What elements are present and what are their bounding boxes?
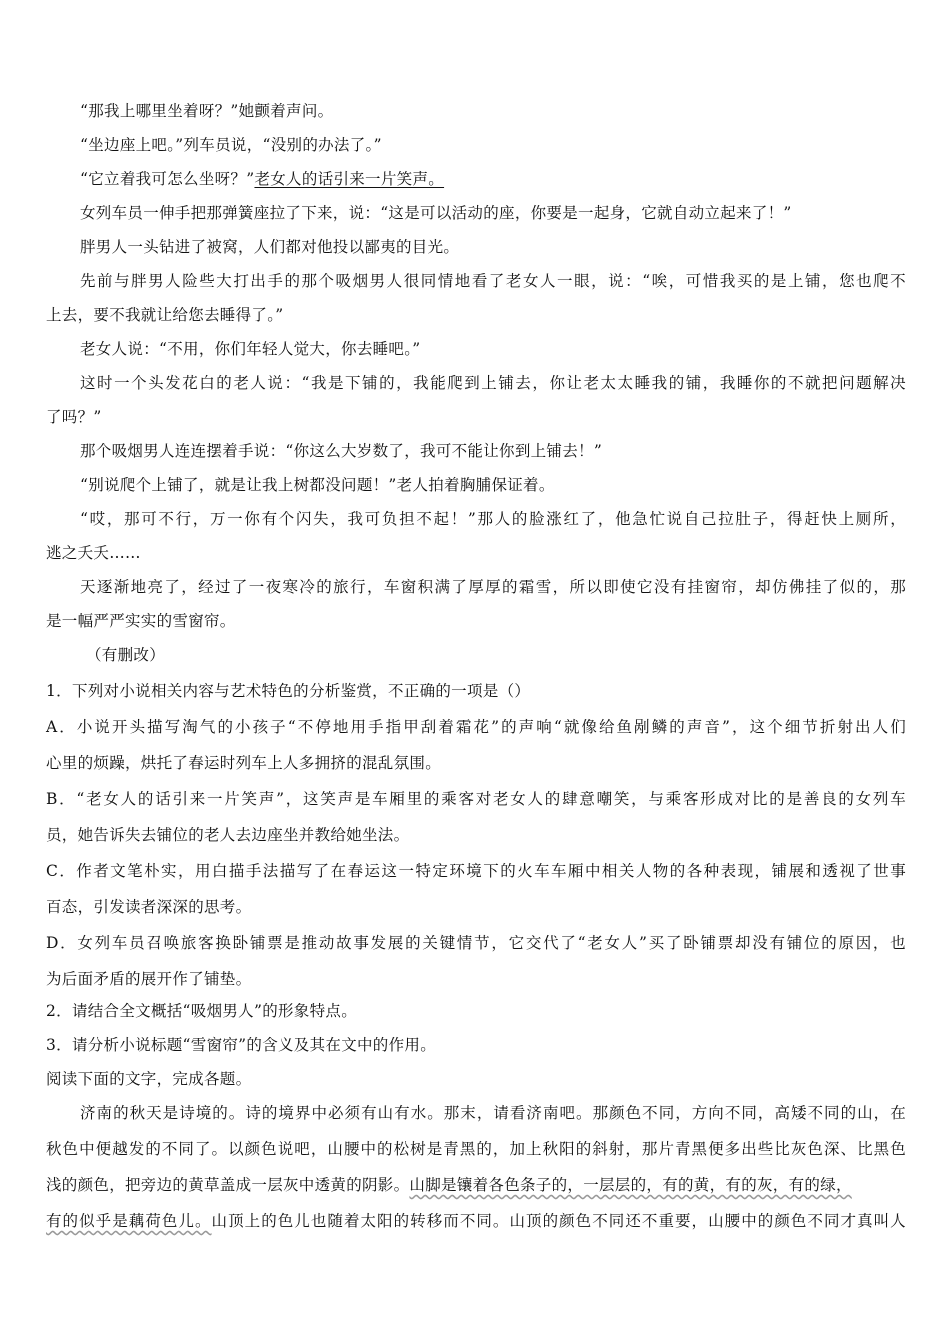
question-2: 2．请结合全文概括“吸烟男人”的形象特点。 [46, 1002, 358, 1020]
passage-text: 山顶上的色儿也随着太阳的转移而不同。山顶的颜色不同还不重要，山腰中的颜色不同才真叫人 [211, 1212, 906, 1230]
passage-line: 济南的秋天是诗境的。诗的境界中必须有山有水。那末，请看济南吧。那颜色不同，方向不同，高矮不同的山，在 [80, 1104, 906, 1122]
question-3: 3．请分析小说标题“雪窗帘”的含义及其在文中的作用。 [46, 1036, 437, 1054]
story-line: 逃之夭夭…… [46, 544, 141, 562]
story-line: 上去，要不我就让给您去睡得了。” [46, 306, 284, 324]
wavy-underlined-sentence: 有的似乎是藕荷色儿。 [46, 1212, 212, 1230]
story-line: 胖男人一头钻进了被窝，人们都对他投以鄙夷的目光。 [80, 238, 460, 256]
passage-line [46, 1174, 906, 1196]
story-line: “那我上哪里坐着呀？”她颤着声问。 [80, 102, 334, 120]
option-c: C．作者文笔朴实，用白描手法描写了在春运这一特定环境下的火车车厢中相关人物的各种表现，铺展和透视了世事 [46, 862, 906, 880]
story-line: “坐边座上吧。”列车员说，“没别的办法了。” [80, 136, 382, 154]
story-line: 这时一个头发花白的老人说：“我是下铺的，我能爬到上铺去，你让老太太睡我的铺，我睡你的不就把问题解决 [80, 374, 906, 392]
story-line: “别说爬个上铺了，就是让我上树都没问题！”老人拍着胸脯保证着。 [80, 476, 555, 494]
story-line: 是一幅严严实实的雪窗帘。 [46, 612, 236, 630]
passage-text: 浅的颜色，把旁边的黄草盖成一层灰中透黄的阴影。 [46, 1176, 410, 1194]
passage-line [46, 1210, 906, 1232]
option-b: B．“老女人的话引来一片笑声”，这笑声是车厢里的乘客对老女人的肆意嘲笑，与乘客形成对比的是善良的女列车 [46, 790, 906, 808]
option-d-cont: 为后面矛盾的展开作了铺垫。 [46, 970, 252, 988]
story-text: “它立着我可怎么坐呀？” [80, 170, 255, 188]
wavy-underlined-sentence: 山脚是镶着各色条子的，一层层的，有的黄，有的灰，有的绿， [409, 1176, 852, 1194]
story-line: 老女人说：“不用，你们年轻人觉大，你去睡吧。” [80, 340, 421, 358]
story-line [80, 168, 906, 190]
edit-note: （有删改） [86, 646, 166, 664]
story-line: 天逐渐地亮了，经过了一夜寒冷的旅行，车窗积满了厚厚的霜雪，所以即使它没有挂窗帘，却仿佛挂了似的，那 [80, 578, 906, 596]
story-line: 女列车员一伸手把那弹簧座拉了下来，说：“这是可以活动的座，你要是一起身，它就自动立起来了！” [80, 204, 792, 222]
story-line: 先前与胖男人险些大打出手的那个吸烟男人很同情地看了老女人一眼，说：“唉，可惜我买的是上铺，您也爬不 [80, 272, 906, 290]
story-line: “哎，那可不行，万一你有个闪失，我可负担不起！”那人的脸涨红了，他急忙说自己拉肚子，得赶快上厕所， [80, 510, 906, 528]
reading-instruction: 阅读下面的文字，完成各题。 [46, 1070, 252, 1088]
story-line: 那个吸烟男人连连摆着手说：“你这么大岁数了，我可不能让你到上铺去！” [80, 442, 603, 460]
story-line: 了吗？” [46, 408, 102, 426]
option-a-cont: 心里的烦躁，烘托了春运时列车上人多拥挤的混乱氛围。 [46, 754, 442, 772]
option-c-cont: 百态，引发读者深深的思考。 [46, 898, 252, 916]
question-1: 1．下列对小说相关内容与艺术特色的分析鉴赏，不正确的一项是（） [46, 682, 531, 700]
option-d: D．女列车员召唤旅客换卧铺票是推动故事发展的关键情节，它交代了“老女人”买了卧铺票却没有铺位的原因，也 [46, 934, 906, 952]
underlined-sentence: 老女人的话引来一片笑声。 [254, 170, 445, 188]
option-b-cont: 员，她告诉失去铺位的老人去边座坐并教给她坐法。 [46, 826, 410, 844]
option-a: A．小说开头描写淘气的小孩子“不停地用手指甲刮着霜花”的声响“就像给鱼剐鳞的声音”，这个细节折射出人们 [46, 718, 906, 736]
passage-line: 秋色中便越发的不同了。以颜色说吧，山腰中的松树是青黑的，加上秋阳的斜射，那片青黑便多出些比灰色深、比黑色 [46, 1140, 906, 1158]
